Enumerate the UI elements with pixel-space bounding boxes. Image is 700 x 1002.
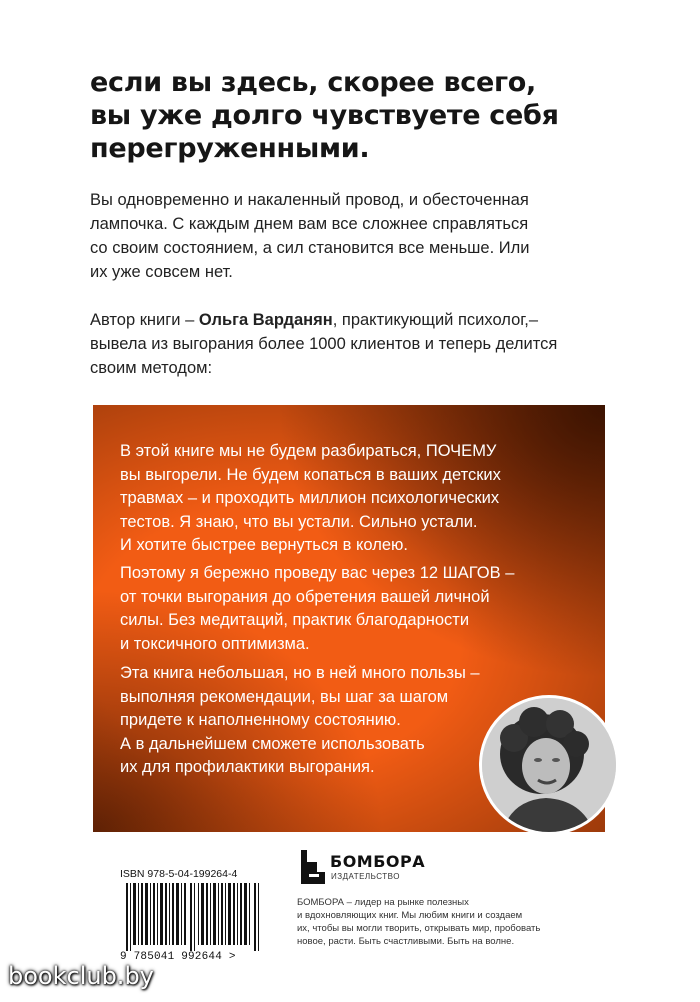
quote-line: придете к наполненному состоянию.	[120, 711, 401, 729]
intro-line: Вы одновременно и накаленный провод, и обесточенная	[90, 191, 529, 209]
headline-line: перегруженными.	[90, 133, 370, 164]
intro-line: лампочка. С каждым днем вам все сложнее справляться	[90, 215, 529, 233]
isbn-barcode-block	[120, 868, 270, 966]
publisher-line: новое, расти. Быть счастливыми. Быть на волне.	[297, 936, 515, 947]
quote-line: вы выгорели. Не будем копаться в ваших детских	[120, 465, 501, 484]
publisher-name: БОМБОРА	[330, 852, 426, 871]
intro-line: со своим состоянием, а сил становится все меньше. Или	[90, 239, 530, 257]
author-portrait-icon	[482, 698, 616, 832]
headline	[90, 66, 650, 165]
publisher-description	[297, 896, 617, 948]
quote-line: силы. Без медитаций, практик благодарности	[120, 611, 470, 629]
publisher-line: и вдохновляющих книг. Мы любим книги и создаем	[297, 910, 523, 921]
site-watermark: bookclub.by	[8, 962, 154, 990]
isbn-digits: 9 785041 992644 >	[120, 951, 236, 963]
author-line: своим методом:	[90, 359, 213, 377]
quote-line: и токсичного оптимизма.	[120, 634, 310, 653]
headline-line: вы уже долго чувствуете себя	[90, 100, 559, 131]
quote-line: В этой книге мы не будем разбираться, ПОЧЕМУ	[120, 442, 497, 460]
author-line: вывела из выгорания более 1000 клиентов и теперь делится	[90, 335, 558, 353]
quote-line: Эта книга небольшая, но в ней много пользы –	[120, 664, 480, 682]
author-name: Ольга Варданян	[198, 311, 333, 329]
quote-line: от точки выгорания до обретения вашей личной	[120, 587, 490, 606]
bombora-logo-icon	[297, 848, 327, 886]
quote-line: И хотите быстрее вернуться в колею.	[120, 536, 409, 554]
intro-paragraph	[90, 188, 630, 284]
quote-line: Поэтому я бережно проведу вас через 12 ШАГОВ –	[120, 564, 515, 582]
quote-line: тестов. Я знаю, что вы устали. Сильно устали.	[120, 512, 478, 531]
quote-paragraph-1	[120, 440, 560, 558]
author-first-line	[90, 308, 630, 332]
quote-line: выполняя рекомендации, вы шаг за шагом	[120, 687, 449, 706]
quote-line: А в дальнейшем сможете использовать	[120, 734, 425, 753]
headline-line: если вы здесь, скорее всего,	[90, 67, 536, 98]
publisher-line: БОМБОРА – лидер на рынке полезных	[297, 897, 469, 908]
quote-line: травмах – и проходить миллион психологических	[120, 489, 500, 507]
barcode-icon	[120, 883, 270, 951]
publisher-line: их, чтобы вы могли творить, открывать мир, пробовать	[297, 923, 541, 934]
intro-line: их уже совсем нет.	[90, 263, 233, 281]
author-photo	[479, 695, 619, 835]
author-paragraph	[90, 308, 630, 380]
author-suffix: , практикующий психолог,–	[332, 311, 539, 329]
author-prefix: Автор книги –	[90, 311, 199, 329]
isbn-label: ISBN 978-5-04-199264-4	[120, 868, 238, 880]
quote-paragraph-2	[120, 562, 560, 656]
quote-line: их для профилактики выгорания.	[120, 758, 375, 776]
publisher-subtitle: ИЗДАТЕЛЬСТВО	[331, 872, 400, 881]
publisher-logo	[297, 848, 437, 888]
